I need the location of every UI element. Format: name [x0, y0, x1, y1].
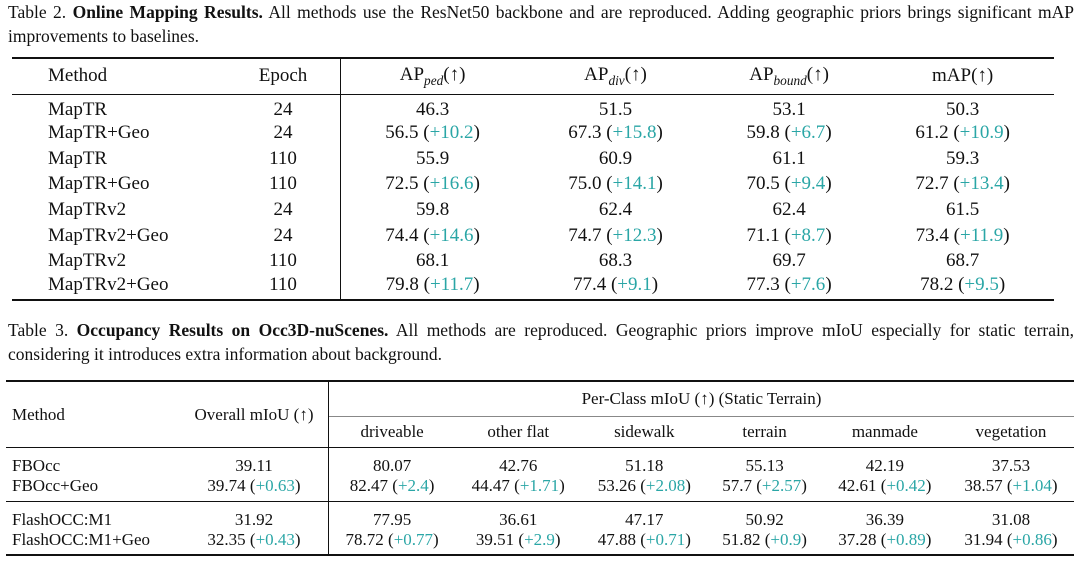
cell-value: 75.0: [568, 173, 602, 195]
cell-method: MapTRv2+Geo: [48, 224, 169, 246]
cell-value: 68.7: [946, 250, 980, 272]
cell-value: 37.28: [838, 530, 877, 549]
cell-value: 32.35: [207, 530, 246, 549]
cell-method: MapTR: [48, 147, 108, 169]
cell-delta: +1.04: [1012, 476, 1052, 495]
table3-description: All methods are reproduced. Geographic priors improve mIoU especially for static terrain, considering it introduces extra information about background.: [8, 320, 1074, 364]
cell-value: 68.1: [415, 250, 450, 272]
table-row: [6, 530, 1074, 555]
cell-value: 50.3: [946, 98, 980, 120]
cell-class-miou: [581, 448, 707, 477]
cell-delta: +2.57: [761, 476, 802, 495]
header-method: Method: [12, 58, 226, 94]
cell-value: 53.1: [772, 98, 806, 120]
cell-delta: +13.4: [959, 173, 1004, 195]
cell-value: 39.74: [207, 476, 246, 495]
cell-delta: +0.43: [255, 530, 295, 549]
cell-overall-miou: [180, 448, 329, 477]
table-row: [12, 248, 1054, 274]
table-row: [12, 146, 1054, 172]
cell-ap-ped: [341, 197, 525, 223]
cell-map: 61.2 (+10.9): [915, 122, 1010, 144]
cell-delta: +9.1: [617, 274, 652, 296]
cell-class-miou: 82.47 (+2.4): [329, 476, 456, 502]
cell-value: 39.51: [475, 530, 515, 549]
cell-value: 69.7: [772, 250, 806, 272]
cell-delta: +11.7: [429, 274, 474, 296]
cell-class-miou: 57.7 (+2.57): [707, 476, 822, 502]
cell-epoch: 24: [226, 197, 341, 223]
cell-overall-miou: 39.74 (+0.63): [180, 476, 329, 502]
cell-ap-div: [524, 248, 707, 274]
cell-ap-div: [524, 197, 707, 223]
cell-delta: +9.5: [964, 274, 999, 296]
table2-caption: [8, 0, 1074, 48]
cell-value: 72.7: [915, 173, 949, 195]
cell-value: 82.47: [349, 476, 389, 495]
cell-delta: +14.6: [429, 224, 474, 246]
cell-map: [871, 197, 1054, 223]
cell-class-miou: [455, 502, 581, 531]
header-ap-ped: $AP_{ped}(↑)$: [341, 58, 525, 94]
cell-value: 39.11: [235, 456, 273, 475]
cell-method: MapTRv2: [48, 199, 127, 221]
table-row: [12, 197, 1054, 223]
cell-value: 46.3: [415, 98, 450, 120]
cell-delta: +10.9: [959, 122, 1004, 144]
cell-value: 71.1: [746, 224, 780, 246]
cell-value: 74.4: [385, 224, 419, 246]
header-class-driveable: driveable: [329, 417, 456, 448]
cell-value: 61.2: [915, 122, 949, 144]
cell-ap-bound: [707, 94, 871, 121]
cell-value: 78.2: [920, 274, 954, 296]
cell-value: 61.5: [946, 199, 980, 221]
cell-ap-ped: [341, 146, 525, 172]
table2-body: [12, 94, 1054, 300]
cell-delta: +0.86: [1012, 530, 1052, 549]
cell-delta: +0.71: [645, 530, 686, 549]
cell-value: 42.61: [838, 476, 877, 495]
cell-class-miou: [581, 502, 707, 531]
cell-value: 51.5: [598, 98, 633, 120]
cell-class-miou: [707, 448, 822, 477]
table2-label: Table 2.: [8, 2, 67, 22]
cell-value: 78.72: [345, 530, 384, 549]
cell-value: 36.61: [499, 510, 538, 529]
cell-class-miou: 53.26 (+2.08): [581, 476, 707, 502]
cell-ap-bound: 70.5 (+9.4): [746, 173, 832, 195]
table-row: [12, 172, 1054, 198]
cell-method: MapTR+Geo: [48, 173, 150, 195]
table3-header-row-1: [6, 381, 1074, 417]
cell-delta: +7.6: [790, 274, 826, 296]
cell-ap-bound: [707, 197, 871, 223]
cell-delta: +1.71: [519, 476, 560, 495]
table-row: [12, 274, 1054, 300]
cell-ap-ped: 79.8 (+11.7): [341, 274, 525, 300]
cell-map: 78.2 (+9.5): [871, 274, 1054, 300]
cell-value: 31.08: [991, 510, 1031, 529]
cell-value: 57.7: [722, 476, 752, 495]
cell-delta: +8.7: [790, 224, 826, 246]
cell-value: 38.57: [964, 476, 1003, 495]
cell-epoch: 110: [226, 274, 341, 300]
cell-map: 73.4 (+11.9): [915, 224, 1010, 246]
cell-value: 60.9: [598, 147, 633, 169]
cell-ap-ped: [341, 94, 525, 121]
cell-method: FlashOCC:M1+Geo: [6, 530, 180, 555]
cell-epoch: 110: [226, 248, 341, 274]
cell-ap-bound: 59.8 (+6.7): [746, 122, 832, 144]
cell-delta: +10.2: [429, 122, 474, 144]
cell-value: 51.18: [625, 456, 664, 475]
cell-value: 42.19: [865, 456, 904, 475]
cell-delta: +15.8: [612, 122, 657, 144]
cell-ap-bound: [707, 248, 871, 274]
cell-ap-ped: 72.5 (+16.6): [385, 173, 480, 195]
cell-ap-ped: [341, 248, 525, 274]
cell-value: 50.92: [745, 510, 784, 529]
cell-method: MapTRv2+Geo: [12, 274, 226, 300]
cell-class-miou: [822, 448, 948, 477]
cell-class-miou: [948, 502, 1074, 531]
cell-ap-div: [524, 146, 707, 172]
table-row: [12, 94, 1054, 121]
cell-value: 55.9: [415, 147, 450, 169]
cell-value: 47.17: [625, 510, 664, 529]
header-ap-div: $AP_{div}(↑)$: [524, 58, 707, 94]
cell-delta: +0.9: [770, 530, 802, 549]
cell-class-miou: [707, 502, 822, 531]
cell-value: 31.92: [234, 510, 274, 529]
cell-method: FBOcc+Geo: [6, 476, 180, 502]
cell-delta: +2.9: [524, 530, 555, 549]
cell-delta: +0.89: [886, 530, 926, 549]
cell-value: 79.8: [385, 274, 419, 296]
cell-map: 72.7 (+13.4): [915, 173, 1010, 195]
cell-ap-div: 77.4 (+9.1): [524, 274, 707, 300]
cell-class-miou: [455, 448, 581, 477]
cell-ap-div: 67.3 (+15.8): [568, 122, 663, 144]
cell-ap-div: 75.0 (+14.1): [568, 173, 663, 195]
header-class-terrain: terrain: [707, 417, 822, 448]
table-row: [12, 223, 1054, 249]
cell-delta: +12.3: [612, 224, 657, 246]
cell-delta: +11.9: [960, 224, 1004, 246]
cell-ap-bound: 71.1 (+8.7): [746, 224, 832, 246]
cell-method: FBOcc: [12, 456, 61, 475]
cell-delta: +2.4: [397, 476, 429, 495]
cell-value: 42.76: [499, 456, 538, 475]
header-ap-bound: $AP_{bound}(↑)$: [707, 58, 871, 94]
table2-description: All methods use the ResNet50 backbone and are reproduced. Adding geographic priors brings significant mAP improvements to baselines.: [8, 2, 1074, 46]
cell-value: 53.26: [597, 476, 636, 495]
cell-value: 62.4: [772, 199, 806, 221]
cell-map: [871, 94, 1054, 121]
cell-method: MapTR+Geo: [48, 122, 150, 144]
cell-method: MapTR: [48, 98, 108, 120]
cell-class-miou: 38.57 (+1.04): [948, 476, 1074, 502]
cell-value: 55.13: [745, 456, 784, 475]
cell-class-miou: 47.88 (+0.71): [581, 530, 707, 555]
cell-delta: +0.42: [886, 476, 926, 495]
cell-ap-bound: [707, 146, 871, 172]
cell-delta: +9.4: [790, 173, 826, 195]
cell-value: 31.94: [964, 530, 1003, 549]
header-class-sidewalk: sidewalk: [581, 417, 707, 448]
table3-label: Table 3.: [8, 320, 69, 340]
cell-value: 37.53: [991, 456, 1031, 475]
cell-class-miou: [822, 502, 948, 531]
cell-value: 47.88: [597, 530, 636, 549]
cell-overall-miou: 32.35 (+0.43): [180, 530, 329, 555]
cell-ap-ped: 74.4 (+14.6): [385, 224, 480, 246]
cell-method: MapTRv2: [48, 250, 127, 272]
cell-epoch: 110: [226, 172, 341, 198]
cell-value: 74.7: [568, 224, 602, 246]
occupancy-table: [6, 380, 1074, 556]
header-epoch: Epoch: [226, 58, 341, 94]
cell-value: 62.4: [598, 199, 633, 221]
header-map: mAP(↑): [871, 58, 1054, 94]
cell-method: FlashOCC:M1: [12, 510, 113, 529]
online-mapping-table: [12, 57, 1054, 301]
cell-value: 72.5: [385, 173, 419, 195]
cell-value: 44.47: [471, 476, 510, 495]
cell-value: 56.5: [385, 122, 419, 144]
cell-value: 67.3: [568, 122, 602, 144]
table-row: [6, 448, 1074, 477]
cell-value: 36.39: [865, 510, 904, 529]
cell-map: [871, 248, 1054, 274]
cell-class-miou: 42.61 (+0.42): [822, 476, 948, 502]
cell-class-miou: 39.51 (+2.9): [455, 530, 581, 555]
cell-ap-div: 74.7 (+12.3): [568, 224, 663, 246]
cell-class-miou: 44.47 (+1.71): [455, 476, 581, 502]
cell-delta: +0.77: [393, 530, 434, 549]
cell-delta: +16.6: [429, 173, 474, 195]
cell-class-miou: 78.72 (+0.77): [329, 530, 456, 555]
cell-class-miou: [948, 448, 1074, 477]
table2-header-row: [12, 58, 1054, 94]
cell-value: 59.3: [946, 147, 980, 169]
cell-epoch: 110: [226, 146, 341, 172]
cell-class-miou: 31.94 (+0.86): [948, 530, 1074, 555]
cell-value: 61.1: [772, 147, 806, 169]
cell-epoch: 24: [226, 94, 341, 121]
table-row: [12, 121, 1054, 147]
cell-epoch: 24: [226, 223, 341, 249]
cell-class-miou: [329, 448, 456, 477]
table-row: [6, 476, 1074, 502]
cell-ap-div: [524, 94, 707, 121]
table3-body: [6, 448, 1074, 556]
cell-delta: +14.1: [612, 173, 657, 195]
cell-value: 77.4: [572, 274, 607, 296]
table2-title: Online Mapping Results.: [72, 2, 263, 22]
header-method: Method: [6, 381, 180, 448]
cell-ap-bound: 77.3 (+7.6): [707, 274, 871, 300]
cell-value: 80.07: [372, 456, 412, 475]
cell-value: 59.8: [415, 199, 450, 221]
cell-class-miou: [329, 502, 456, 531]
cell-delta: +2.08: [645, 476, 686, 495]
cell-value: 51.82: [722, 530, 761, 549]
cell-map: [871, 146, 1054, 172]
table3-caption: [8, 318, 1074, 366]
cell-delta: +6.7: [790, 122, 826, 144]
cell-class-miou: 37.28 (+0.89): [822, 530, 948, 555]
cell-class-miou: 51.82 (+0.9): [707, 530, 822, 555]
cell-value: 70.5: [746, 173, 780, 195]
header-class-vegetation: vegetation: [948, 417, 1074, 448]
cell-ap-ped: 56.5 (+10.2): [385, 122, 480, 144]
cell-epoch: 24: [226, 121, 341, 147]
cell-overall-miou: [180, 502, 329, 531]
table3-title: Occupancy Results on Occ3D-nuScenes.: [76, 320, 389, 340]
cell-value: 73.4: [915, 224, 949, 246]
table-row: [6, 502, 1074, 531]
header-overall-miou: Overall mIoU (↑): [180, 381, 329, 448]
cell-value: 59.8: [746, 122, 780, 144]
cell-delta: +0.63: [255, 476, 295, 495]
cell-value: 68.3: [598, 250, 633, 272]
header-per-class-miou: Per-Class mIoU (↑) (Static Terrain): [329, 381, 1075, 417]
header-class-other-flat: other flat: [455, 417, 581, 448]
header-class-manmade: manmade: [822, 417, 948, 448]
cell-value: 77.95: [372, 510, 412, 529]
cell-value: 77.3: [746, 274, 780, 296]
